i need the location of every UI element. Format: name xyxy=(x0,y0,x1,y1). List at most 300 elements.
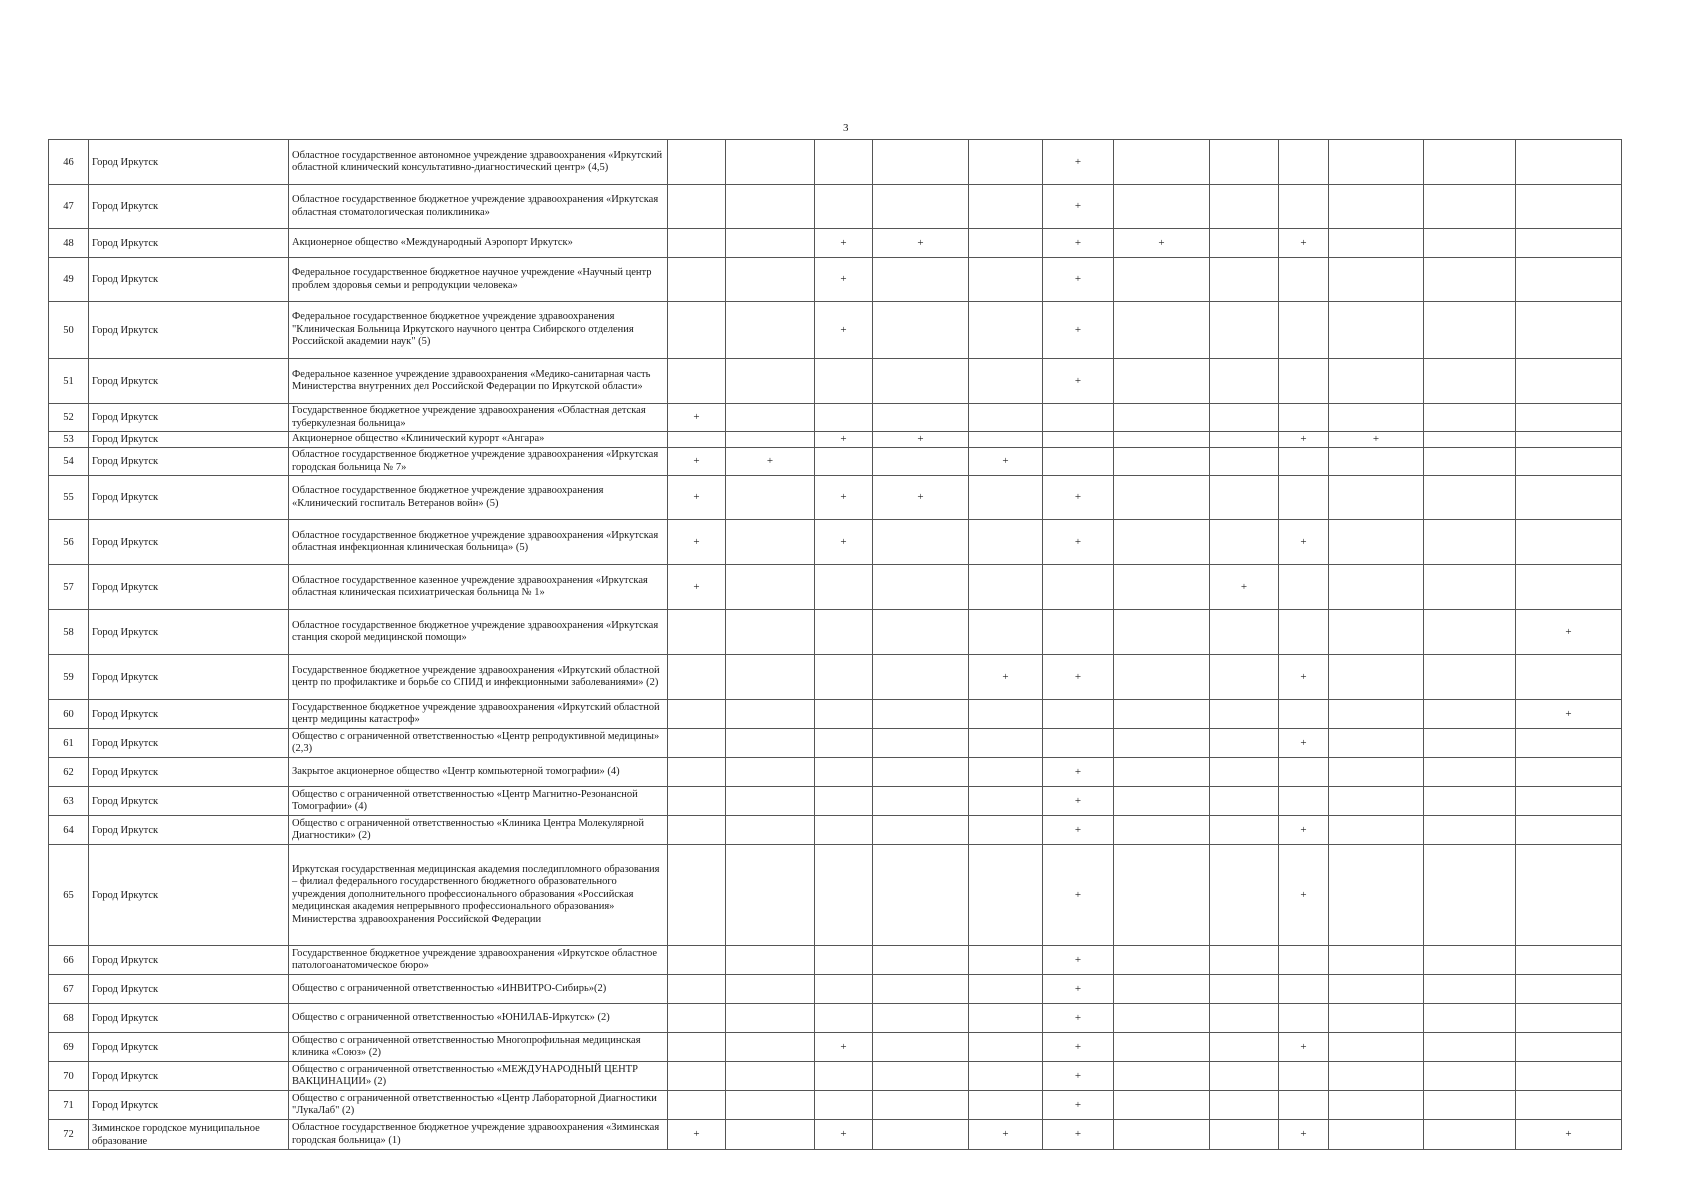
mark-cell-3: + xyxy=(815,302,873,359)
mark-cell-10: + xyxy=(1329,432,1424,448)
mark-cell-6: + xyxy=(1043,975,1114,1004)
mark-cell-11 xyxy=(1424,758,1516,787)
mark-cell-9 xyxy=(1279,565,1329,610)
territory-cell: Город Иркутск xyxy=(89,610,289,655)
mark-cell-8 xyxy=(1210,758,1279,787)
territory-cell: Город Иркутск xyxy=(89,359,289,404)
mark-cell-5 xyxy=(969,258,1043,302)
mark-cell-8: + xyxy=(1210,565,1279,610)
mark-cell-11 xyxy=(1424,946,1516,975)
mark-cell-11 xyxy=(1424,1091,1516,1120)
mark-cell-5 xyxy=(969,1062,1043,1091)
mark-cell-2 xyxy=(726,229,815,258)
row-number: 47 xyxy=(49,185,89,229)
table-row xyxy=(49,700,1622,729)
mark-cell-1 xyxy=(668,610,726,655)
mark-cell-3 xyxy=(815,946,873,975)
mark-cell-9 xyxy=(1279,975,1329,1004)
mark-cell-9 xyxy=(1279,258,1329,302)
table-row xyxy=(49,1120,1622,1150)
mark-cell-5 xyxy=(969,1033,1043,1062)
territory-cell: Зиминское городское муниципальное образование xyxy=(89,1120,289,1150)
organization-cell: Федеральное казенное учреждение здравоохранения «Медико-санитарная часть Министерства внутренних дел Российской Федерации по Иркутской области» xyxy=(289,359,668,404)
mark-cell-11 xyxy=(1424,700,1516,729)
table-row xyxy=(49,816,1622,845)
mark-cell-11 xyxy=(1424,610,1516,655)
mark-cell-6: + xyxy=(1043,816,1114,845)
organization-cell: Общество с ограниченной ответственностью «ИНВИТРО-Сибирь»(2) xyxy=(289,975,668,1004)
mark-cell-5 xyxy=(969,975,1043,1004)
mark-cell-6 xyxy=(1043,610,1114,655)
mark-cell-3 xyxy=(815,185,873,229)
mark-cell-12 xyxy=(1516,787,1622,816)
mark-cell-8 xyxy=(1210,258,1279,302)
mark-cell-3 xyxy=(815,140,873,185)
mark-cell-12 xyxy=(1516,1004,1622,1033)
mark-cell-3 xyxy=(815,700,873,729)
organization-cell: Общество с ограниченной ответственностью «Центр Лабораторной Диагностики "ЛукаЛаб" (2) xyxy=(289,1091,668,1120)
mark-cell-3 xyxy=(815,359,873,404)
mark-cell-10 xyxy=(1329,816,1424,845)
mark-cell-8 xyxy=(1210,185,1279,229)
mark-cell-6: + xyxy=(1043,1004,1114,1033)
mark-cell-9: + xyxy=(1279,655,1329,700)
mark-cell-8 xyxy=(1210,432,1279,448)
mark-cell-4 xyxy=(873,1091,969,1120)
mark-cell-12 xyxy=(1516,1033,1622,1062)
mark-cell-12 xyxy=(1516,359,1622,404)
mark-cell-1 xyxy=(668,258,726,302)
table-row xyxy=(49,787,1622,816)
mark-cell-4 xyxy=(873,816,969,845)
mark-cell-10 xyxy=(1329,787,1424,816)
mark-cell-7 xyxy=(1114,404,1210,432)
row-number: 70 xyxy=(49,1062,89,1091)
mark-cell-9 xyxy=(1279,140,1329,185)
organization-cell: Общество с ограниченной ответственностью «Клиника Центра Молекулярной Диагностики» (2) xyxy=(289,816,668,845)
mark-cell-2 xyxy=(726,140,815,185)
mark-cell-7 xyxy=(1114,655,1210,700)
mark-cell-9 xyxy=(1279,700,1329,729)
mark-cell-2 xyxy=(726,816,815,845)
mark-cell-7 xyxy=(1114,1062,1210,1091)
mark-cell-8 xyxy=(1210,729,1279,758)
mark-cell-5 xyxy=(969,1091,1043,1120)
mark-cell-3 xyxy=(815,1062,873,1091)
mark-cell-11 xyxy=(1424,359,1516,404)
mark-cell-4 xyxy=(873,700,969,729)
mark-cell-6: + xyxy=(1043,758,1114,787)
mark-cell-3 xyxy=(815,1091,873,1120)
mark-cell-2 xyxy=(726,729,815,758)
mark-cell-3: + xyxy=(815,1033,873,1062)
mark-cell-5 xyxy=(969,787,1043,816)
mark-cell-4: + xyxy=(873,432,969,448)
row-number: 62 xyxy=(49,758,89,787)
mark-cell-10 xyxy=(1329,258,1424,302)
mark-cell-2 xyxy=(726,1091,815,1120)
mark-cell-7 xyxy=(1114,787,1210,816)
mark-cell-6: + xyxy=(1043,520,1114,565)
organization-cell: Общество с ограниченной ответственностью «Центр Магнитно-Резонансной Томографии» (4) xyxy=(289,787,668,816)
mark-cell-4 xyxy=(873,946,969,975)
mark-cell-3 xyxy=(815,729,873,758)
mark-cell-6: + xyxy=(1043,946,1114,975)
mark-cell-4 xyxy=(873,845,969,946)
mark-cell-3 xyxy=(815,610,873,655)
mark-cell-7 xyxy=(1114,816,1210,845)
mark-cell-8 xyxy=(1210,1062,1279,1091)
mark-cell-6: + xyxy=(1043,845,1114,946)
mark-cell-5: + xyxy=(969,1120,1043,1150)
territory-cell: Город Иркутск xyxy=(89,565,289,610)
mark-cell-9 xyxy=(1279,448,1329,476)
mark-cell-9 xyxy=(1279,404,1329,432)
mark-cell-3 xyxy=(815,655,873,700)
mark-cell-12 xyxy=(1516,448,1622,476)
mark-cell-5 xyxy=(969,845,1043,946)
mark-cell-10 xyxy=(1329,1091,1424,1120)
mark-cell-10 xyxy=(1329,140,1424,185)
mark-cell-12: + xyxy=(1516,700,1622,729)
mark-cell-5 xyxy=(969,758,1043,787)
table-row xyxy=(49,185,1622,229)
table-row xyxy=(49,975,1622,1004)
mark-cell-5: + xyxy=(969,655,1043,700)
mark-cell-4 xyxy=(873,1120,969,1150)
mark-cell-6: + xyxy=(1043,1120,1114,1150)
mark-cell-12 xyxy=(1516,185,1622,229)
organization-cell: Областное государственное казенное учреждение здравоохранения «Иркутская областная клиническая психиатрическая больница № 1» xyxy=(289,565,668,610)
mark-cell-4 xyxy=(873,565,969,610)
mark-cell-9 xyxy=(1279,946,1329,975)
mark-cell-5 xyxy=(969,565,1043,610)
mark-cell-7 xyxy=(1114,520,1210,565)
organization-cell: Акционерное общество «Международный Аэропорт Иркутск» xyxy=(289,229,668,258)
mark-cell-6: + xyxy=(1043,1033,1114,1062)
mark-cell-12: + xyxy=(1516,610,1622,655)
mark-cell-2 xyxy=(726,476,815,520)
mark-cell-10 xyxy=(1329,946,1424,975)
row-number: 56 xyxy=(49,520,89,565)
mark-cell-10 xyxy=(1329,404,1424,432)
mark-cell-7: + xyxy=(1114,229,1210,258)
mark-cell-1 xyxy=(668,1091,726,1120)
mark-cell-7 xyxy=(1114,359,1210,404)
row-number: 49 xyxy=(49,258,89,302)
mark-cell-9 xyxy=(1279,787,1329,816)
mark-cell-11 xyxy=(1424,448,1516,476)
mark-cell-10 xyxy=(1329,845,1424,946)
territory-cell: Город Иркутск xyxy=(89,520,289,565)
mark-cell-6: + xyxy=(1043,185,1114,229)
mark-cell-8 xyxy=(1210,655,1279,700)
mark-cell-1: + xyxy=(668,404,726,432)
territory-cell: Город Иркутск xyxy=(89,700,289,729)
mark-cell-2 xyxy=(726,946,815,975)
mark-cell-9 xyxy=(1279,758,1329,787)
mark-cell-9: + xyxy=(1279,432,1329,448)
table-row xyxy=(49,140,1622,185)
mark-cell-3 xyxy=(815,787,873,816)
organization-cell: Областное государственное бюджетное учреждение здравоохранения «Зиминская городская больница» (1) xyxy=(289,1120,668,1150)
mark-cell-6 xyxy=(1043,432,1114,448)
mark-cell-6: + xyxy=(1043,1062,1114,1091)
mark-cell-9: + xyxy=(1279,1120,1329,1150)
mark-cell-3 xyxy=(815,845,873,946)
mark-cell-1 xyxy=(668,729,726,758)
mark-cell-1 xyxy=(668,359,726,404)
table-row xyxy=(49,432,1622,448)
organization-cell: Общество с ограниченной ответственностью Многопрофильная медицинская клиника «Союз» (2) xyxy=(289,1033,668,1062)
mark-cell-2 xyxy=(726,1062,815,1091)
mark-cell-9: + xyxy=(1279,229,1329,258)
table-row xyxy=(49,520,1622,565)
mark-cell-6: + xyxy=(1043,229,1114,258)
organization-cell: Государственное бюджетное учреждение здравоохранения «Иркутский областной центр медицины катастроф» xyxy=(289,700,668,729)
mark-cell-5 xyxy=(969,185,1043,229)
mark-cell-11 xyxy=(1424,229,1516,258)
mark-cell-6: + xyxy=(1043,302,1114,359)
row-number: 52 xyxy=(49,404,89,432)
mark-cell-11 xyxy=(1424,476,1516,520)
territory-cell: Город Иркутск xyxy=(89,816,289,845)
mark-cell-3 xyxy=(815,975,873,1004)
row-number: 53 xyxy=(49,432,89,448)
table-row xyxy=(49,258,1622,302)
mark-cell-7 xyxy=(1114,140,1210,185)
mark-cell-10 xyxy=(1329,520,1424,565)
mark-cell-7 xyxy=(1114,565,1210,610)
mark-cell-4 xyxy=(873,448,969,476)
mark-cell-7 xyxy=(1114,729,1210,758)
mark-cell-3 xyxy=(815,448,873,476)
mark-cell-4 xyxy=(873,975,969,1004)
organization-cell: Федеральное государственное бюджетное научное учреждение «Научный центр проблем здоровья семьи и репродукции человека» xyxy=(289,258,668,302)
mark-cell-2 xyxy=(726,404,815,432)
mark-cell-8 xyxy=(1210,404,1279,432)
organization-cell: Областное государственное бюджетное учреждение здравоохранения «Иркутская городская больница № 7» xyxy=(289,448,668,476)
mark-cell-11 xyxy=(1424,185,1516,229)
mark-cell-8 xyxy=(1210,476,1279,520)
territory-cell: Город Иркутск xyxy=(89,476,289,520)
mark-cell-3 xyxy=(815,758,873,787)
organization-cell: Областное государственное бюджетное учреждение здравоохранения «Иркутская областная стоматологическая поликлиника» xyxy=(289,185,668,229)
mark-cell-3: + xyxy=(815,432,873,448)
mark-cell-1 xyxy=(668,758,726,787)
mark-cell-12 xyxy=(1516,758,1622,787)
mark-cell-1 xyxy=(668,185,726,229)
territory-cell: Город Иркутск xyxy=(89,1004,289,1033)
mark-cell-8 xyxy=(1210,610,1279,655)
organization-cell: Общество с ограниченной ответственностью «МЕЖДУНАРОДНЫЙ ЦЕНТР ВАКЦИНАЦИИ» (2) xyxy=(289,1062,668,1091)
mark-cell-4 xyxy=(873,1062,969,1091)
mark-cell-1 xyxy=(668,1062,726,1091)
mark-cell-10 xyxy=(1329,729,1424,758)
territory-cell: Город Иркутск xyxy=(89,404,289,432)
mark-cell-5: + xyxy=(969,448,1043,476)
table-row xyxy=(49,655,1622,700)
mark-cell-10 xyxy=(1329,758,1424,787)
row-number: 58 xyxy=(49,610,89,655)
mark-cell-2 xyxy=(726,432,815,448)
mark-cell-10 xyxy=(1329,1004,1424,1033)
mark-cell-10 xyxy=(1329,1120,1424,1150)
mark-cell-3: + xyxy=(815,476,873,520)
row-number: 63 xyxy=(49,787,89,816)
mark-cell-11 xyxy=(1424,787,1516,816)
mark-cell-11 xyxy=(1424,565,1516,610)
mark-cell-12 xyxy=(1516,404,1622,432)
row-number: 61 xyxy=(49,729,89,758)
mark-cell-1: + xyxy=(668,448,726,476)
territory-cell: Город Иркутск xyxy=(89,729,289,758)
mark-cell-12 xyxy=(1516,140,1622,185)
table-row xyxy=(49,946,1622,975)
mark-cell-9: + xyxy=(1279,845,1329,946)
territory-cell: Город Иркутск xyxy=(89,1091,289,1120)
mark-cell-11 xyxy=(1424,302,1516,359)
territory-cell: Город Иркутск xyxy=(89,185,289,229)
mark-cell-12 xyxy=(1516,520,1622,565)
mark-cell-1 xyxy=(668,140,726,185)
mark-cell-8 xyxy=(1210,975,1279,1004)
mark-cell-4 xyxy=(873,610,969,655)
mark-cell-11 xyxy=(1424,432,1516,448)
mark-cell-7 xyxy=(1114,975,1210,1004)
mark-cell-4 xyxy=(873,140,969,185)
mark-cell-4 xyxy=(873,404,969,432)
mark-cell-12 xyxy=(1516,302,1622,359)
mark-cell-2 xyxy=(726,258,815,302)
mark-cell-11 xyxy=(1424,1062,1516,1091)
mark-cell-9 xyxy=(1279,1062,1329,1091)
mark-cell-6: + xyxy=(1043,359,1114,404)
mark-cell-3: + xyxy=(815,1120,873,1150)
mark-cell-10 xyxy=(1329,655,1424,700)
mark-cell-2 xyxy=(726,1004,815,1033)
mark-cell-10 xyxy=(1329,1033,1424,1062)
mark-cell-5 xyxy=(969,700,1043,729)
mark-cell-4 xyxy=(873,655,969,700)
mark-cell-7 xyxy=(1114,610,1210,655)
mark-cell-1: + xyxy=(668,1120,726,1150)
organization-cell: Областное государственное бюджетное учреждение здравоохранения «Иркутская станция скорой медицинской помощи» xyxy=(289,610,668,655)
mark-cell-1 xyxy=(668,787,726,816)
mark-cell-6 xyxy=(1043,404,1114,432)
table-row xyxy=(49,302,1622,359)
organization-cell: Закрытое акционерное общество «Центр компьютерной томографии» (4) xyxy=(289,758,668,787)
mark-cell-12 xyxy=(1516,476,1622,520)
mark-cell-1 xyxy=(668,229,726,258)
mark-cell-6: + xyxy=(1043,655,1114,700)
territory-cell: Город Иркутск xyxy=(89,758,289,787)
row-number: 50 xyxy=(49,302,89,359)
mark-cell-9: + xyxy=(1279,729,1329,758)
mark-cell-12 xyxy=(1516,975,1622,1004)
mark-cell-10 xyxy=(1329,302,1424,359)
mark-cell-8 xyxy=(1210,520,1279,565)
mark-cell-6 xyxy=(1043,700,1114,729)
mark-cell-12 xyxy=(1516,816,1622,845)
row-number: 48 xyxy=(49,229,89,258)
mark-cell-6 xyxy=(1043,448,1114,476)
mark-cell-2 xyxy=(726,565,815,610)
row-number: 60 xyxy=(49,700,89,729)
mark-cell-1 xyxy=(668,655,726,700)
mark-cell-8 xyxy=(1210,1120,1279,1150)
mark-cell-8 xyxy=(1210,816,1279,845)
mark-cell-11 xyxy=(1424,1120,1516,1150)
row-number: 69 xyxy=(49,1033,89,1062)
mark-cell-4 xyxy=(873,1004,969,1033)
territory-cell: Город Иркутск xyxy=(89,432,289,448)
mark-cell-7 xyxy=(1114,185,1210,229)
mark-cell-7 xyxy=(1114,1091,1210,1120)
territory-cell: Город Иркутск xyxy=(89,229,289,258)
mark-cell-11 xyxy=(1424,816,1516,845)
mark-cell-9 xyxy=(1279,359,1329,404)
mark-cell-3 xyxy=(815,404,873,432)
row-number: 54 xyxy=(49,448,89,476)
mark-cell-1 xyxy=(668,845,726,946)
mark-cell-11 xyxy=(1424,404,1516,432)
mark-cell-12 xyxy=(1516,1091,1622,1120)
territory-cell: Город Иркутск xyxy=(89,302,289,359)
organization-cell: Областное государственное бюджетное учреждение здравоохранения «Иркутская областная инфекционная клиническая больница» (5) xyxy=(289,520,668,565)
mark-cell-7 xyxy=(1114,476,1210,520)
table-row xyxy=(49,359,1622,404)
territory-cell: Город Иркутск xyxy=(89,975,289,1004)
mark-cell-2 xyxy=(726,1033,815,1062)
mark-cell-10 xyxy=(1329,185,1424,229)
organization-cell: Государственное бюджетное учреждение здравоохранения «Иркутское областное патологоанатомическое бюро» xyxy=(289,946,668,975)
mark-cell-12 xyxy=(1516,229,1622,258)
table-row xyxy=(49,229,1622,258)
table-row xyxy=(49,448,1622,476)
mark-cell-7 xyxy=(1114,448,1210,476)
mark-cell-8 xyxy=(1210,229,1279,258)
mark-cell-8 xyxy=(1210,359,1279,404)
mark-cell-9 xyxy=(1279,1091,1329,1120)
mark-cell-9 xyxy=(1279,610,1329,655)
row-number: 59 xyxy=(49,655,89,700)
mark-cell-12 xyxy=(1516,655,1622,700)
mark-cell-12 xyxy=(1516,845,1622,946)
mark-cell-10 xyxy=(1329,565,1424,610)
mark-cell-1 xyxy=(668,975,726,1004)
mark-cell-10 xyxy=(1329,1062,1424,1091)
mark-cell-3: + xyxy=(815,229,873,258)
territory-cell: Город Иркутск xyxy=(89,787,289,816)
mark-cell-5 xyxy=(969,520,1043,565)
table-row xyxy=(49,476,1622,520)
mark-cell-9: + xyxy=(1279,520,1329,565)
organization-cell: Акционерное общество «Клинический курорт «Ангара» xyxy=(289,432,668,448)
mark-cell-5 xyxy=(969,359,1043,404)
mark-cell-8 xyxy=(1210,946,1279,975)
row-number: 72 xyxy=(49,1120,89,1150)
mark-cell-2 xyxy=(726,787,815,816)
mark-cell-8 xyxy=(1210,1004,1279,1033)
territory-cell: Город Иркутск xyxy=(89,845,289,946)
mark-cell-9 xyxy=(1279,476,1329,520)
mark-cell-1 xyxy=(668,1033,726,1062)
mark-cell-10 xyxy=(1329,975,1424,1004)
mark-cell-2 xyxy=(726,700,815,729)
mark-cell-3 xyxy=(815,565,873,610)
organization-cell: Общество с ограниченной ответственностью «Центр репродуктивной медицины» (2,3) xyxy=(289,729,668,758)
